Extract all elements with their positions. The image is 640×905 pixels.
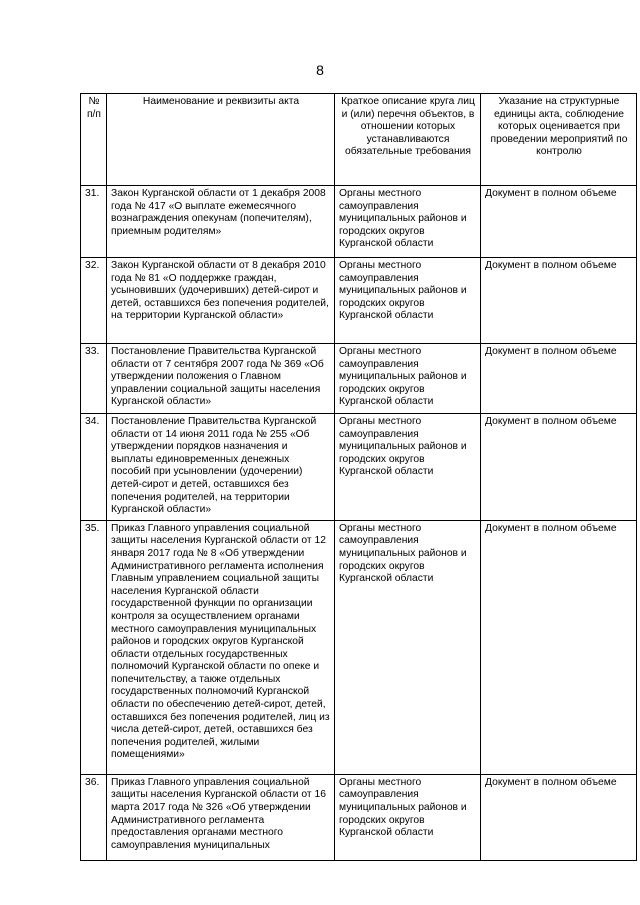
row-num: 33. (81, 344, 107, 414)
row-num: 31. (81, 186, 107, 258)
row-desc: Органы местного самоуправления муниципальных районов и городских округов Курганской области (335, 774, 481, 860)
header-desc: Краткое описание круга лиц и (или) перечня объектов, в отношении которых устанавливаются обязательные требования (335, 94, 481, 186)
header-note: Указание на структурные единицы акта, соблюдение которых оценивается при проведении мероприятий по контролю (481, 94, 637, 186)
row-note: Документ в полном объеме (481, 414, 637, 521)
table-row (81, 774, 637, 860)
row-num: 35. (81, 520, 107, 774)
row-desc: Органы местного самоуправления муниципальных районов и городских округов Курганской области (335, 344, 481, 414)
row-desc: Органы местного самоуправления муниципальных районов и городских округов Курганской области (335, 520, 481, 774)
row-desc: Органы местного самоуправления муниципальных районов и городских округов Курганской области (335, 186, 481, 258)
row-num: 32. (81, 258, 107, 344)
row-note: Документ в полном объеме (481, 344, 637, 414)
row-desc: Органы местного самоуправления муниципальных районов и городских округов Курганской области (335, 414, 481, 521)
row-name: Закон Курганской области от 8 декабря 2010 года № 81 «О поддержке граждан, усыновивших (удочеривших) детей-сирот и детей, оставшихся без попечения родителей, на территории Курганской области» (107, 258, 335, 344)
table-row (81, 520, 637, 774)
table-row (81, 344, 637, 414)
row-note: Документ в полном объеме (481, 186, 637, 258)
row-note: Документ в полном объеме (481, 258, 637, 344)
row-num: 36. (81, 774, 107, 860)
row-name: Приказ Главного управления социальной защиты населения Курганской области от 16 марта 2017 года № 326 «Об утверждении Административного регламента предоставления органами местного самоуправления муниципальных (107, 774, 335, 860)
row-note: Документ в полном объеме (481, 774, 637, 860)
table-row (81, 258, 637, 344)
header-name: Наименование и реквизиты акта (107, 94, 335, 186)
row-desc: Органы местного самоуправления муниципальных районов и городских округов Курганской области (335, 258, 481, 344)
row-name: Постановление Правительства Курганской области от 7 сентября 2007 года № 369 «Об утверждении положения о Главном управлении социальной защиты населения Курганской области» (107, 344, 335, 414)
table-header-row (81, 94, 637, 186)
table-row (81, 186, 637, 258)
row-name: Приказ Главного управления социальной защиты населения Курганской области от 12 января 2017 года № 8 «Об утверждении Административного регламента исполнения Главным управлением социальной защиты населения Курганской области государственной функции по организации контроля за осуществлением органами местного самоуправления муниципальных районов и городских округов Курганской области отдельных государственных полномочий Курганской области по опеке и попечительству, а также отдельных государственных полномочий Курганской области по обеспечению детей-сирот, детей, оставшихся без попечения родителей, лиц из числа детей-сирот, детей, оставшихся без попечения родителей, жилыми помещениями» (107, 520, 335, 774)
row-note: Документ в полном объеме (481, 520, 637, 774)
row-name: Постановление Правительства Курганской области от 14 июня 2011 года № 255 «Об утверждении порядков назначения и выплаты единовременных денежных пособий при усыновлении (удочерении) детей-сирот и детей, оставшихся без попечения родителей, на территории Курганской области» (107, 414, 335, 521)
row-name: Закон Курганской области от 1 декабря 2008 года № 417 «О выплате ежемесячного вознаграждения опекунам (попечителям), приемным родителям» (107, 186, 335, 258)
header-num: № п/п (81, 94, 107, 186)
table-row (81, 414, 637, 521)
page-number: 8 (316, 62, 324, 78)
acts-table (80, 93, 637, 861)
row-num: 34. (81, 414, 107, 521)
